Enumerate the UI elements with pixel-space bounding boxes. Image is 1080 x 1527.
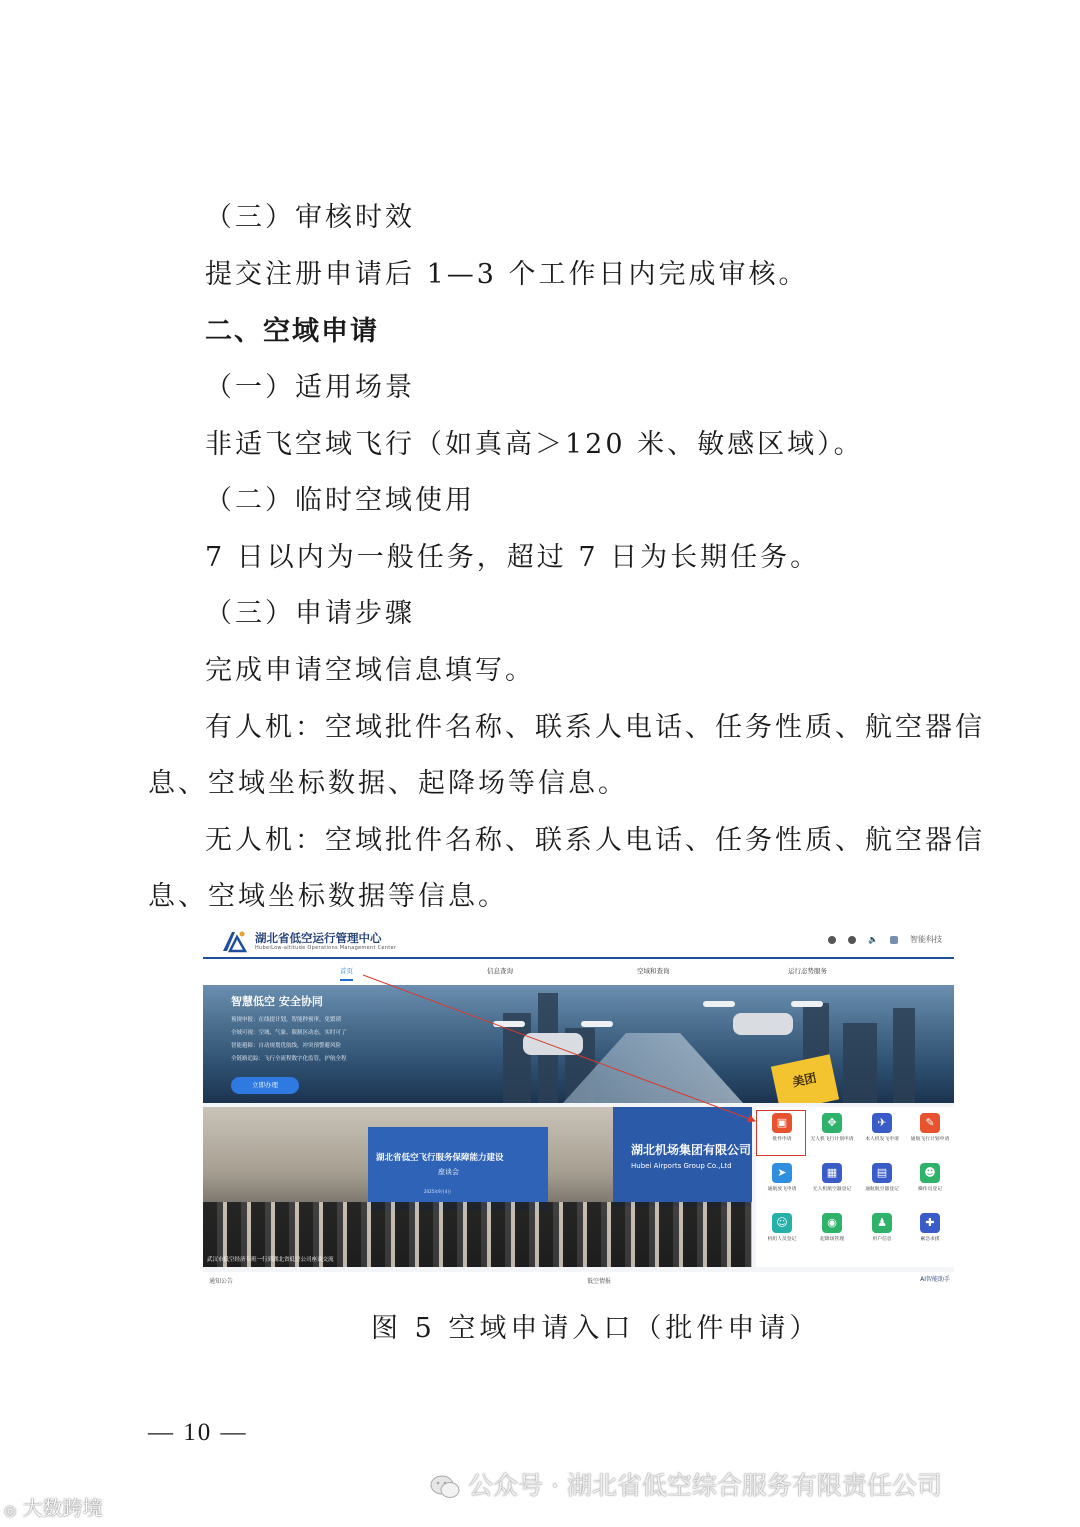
drone-image [703,995,823,1055]
paragraph-unmanned-1: 无人机：空域批件名称、联系人电话、任务性质、航空器信 [205,825,985,856]
drone-register-icon: ▦ [822,1163,842,1183]
operator-icon: ☻ [920,1163,940,1183]
emergency-icon: ✚ [920,1213,940,1233]
paragraph-review-time: 提交注册申请后 1—3 个工作日内完成审核。 [205,259,809,290]
section-heading-scenarios: （一）适用场景 [205,372,415,403]
screen-title: 湖北省低空飞行服务保障能力建设 [376,1153,504,1163]
send-icon: ➤ [772,1163,792,1183]
tile-label: 用户信息 [872,1237,892,1242]
document-grid-icon: ▣ [772,1113,792,1133]
tile-label: 无人机飞行计划申请 [810,1137,854,1142]
banner-bullet: 智能避障：自动规划优航线，冲突预警避风险 [231,1043,342,1049]
package-box: 美团 [771,1054,839,1103]
tile-crew-registration[interactable] [758,1213,806,1243]
id-card-icon: ▤ [872,1163,892,1183]
company-name: 湖北机场集团有限公司 [631,1143,752,1157]
figure-screenshot [203,925,954,1292]
user-icon: ♟ [872,1213,892,1233]
watermark-official-account [430,1466,942,1502]
tile-ga-aircraft-registration[interactable] [858,1163,906,1193]
apply-now-button[interactable]: 立即办理 [231,1077,299,1094]
section-heading-steps: （三）申请步骤 [205,598,415,629]
site-nav [203,957,954,987]
low-altitude-info-title[interactable]: 低空情报 [587,1278,612,1285]
tile-ga-flight-plan[interactable] [906,1113,954,1143]
chat-icon[interactable] [848,936,856,944]
drone-image [493,1015,613,1075]
landing-pad-icon: ◉ [822,1213,842,1233]
paragraph-steps: 完成申请空域信息填写。 [205,655,535,686]
user-name[interactable]: 智能科技 [910,935,942,944]
figure-caption: 图 5 空域申请入口（批件申请） [371,1313,821,1344]
tile-label: 通航航空器登记 [865,1187,899,1192]
nav-info-query[interactable]: 信息查询 [487,967,513,975]
tile-emergency[interactable] [906,1213,954,1243]
paragraph-scenarios: 非适飞空域飞行（如真高＞120 米、敏感区域）。 [205,429,864,460]
site-subtitle: HubeiLow-altitude Operations Management Center [255,945,397,951]
company-wall [613,1107,752,1207]
avatar[interactable] [890,936,898,944]
tile-label: 操作员登记 [918,1187,942,1192]
tile-ga-release[interactable] [758,1163,806,1193]
drone-icon: ✥ [822,1113,842,1133]
news-carousel[interactable] [203,1107,752,1267]
paragraph-manned-1: 有人机：空域批件名称、联系人电话、任务性质、航空器信 [205,712,985,743]
tile-label: 无人机航空器登记 [812,1187,852,1192]
brand-logo-icon: ◎ [4,1503,17,1519]
header-tools [828,934,942,945]
tile-drone-registration[interactable] [808,1163,856,1193]
meeting-screen [368,1127,548,1211]
notice-panel-title[interactable]: 通知公告 [209,1278,234,1285]
tile-user-info[interactable] [858,1213,906,1243]
banner-bullet: 全链路追踪：飞行全流程数字化监管，护航全程 [231,1056,347,1062]
building [893,1008,915,1103]
chapter-heading-airspace-application: 二、空域申请 [205,316,379,347]
site-header [203,925,954,957]
hero-banner [203,985,954,1103]
tile-label: 本人机发飞申请 [865,1137,899,1142]
ai-assistant-button[interactable]: AI智能助手 [920,1276,950,1283]
tile-label: 通航放飞申请 [767,1187,797,1192]
speaker-icon[interactable]: 🔈 [868,935,878,944]
watermark-brand [4,1492,103,1521]
crew-icon: ☺ [772,1213,792,1233]
banner-bullet: 预规申报：在线提计划，智能秒预审，免繁琐 [231,1017,342,1023]
wechat-icon [430,1475,460,1499]
tile-label: 机组人员登记 [767,1237,797,1242]
building [843,1023,877,1103]
paragraph-temporary-airspace: 7 日以内为一般任务，超过 7 日为长期任务。 [205,542,821,573]
nav-airspace-query[interactable]: 空域和查询 [637,967,670,975]
bottom-panels [203,1272,954,1292]
watermark-text: 公众号 · 湖北省低空综合服务有限责任公司 [468,1471,942,1500]
message-icon[interactable] [828,936,836,944]
section-heading-review-time: （三）审核时效 [205,202,415,233]
nav-home[interactable]: 首页 [340,966,353,981]
paragraph-unmanned-2: 息、空域坐标数据等信息。 [148,881,508,912]
tile-label: 紧急求援 [920,1237,940,1242]
tile-label: 批件申请 [772,1137,792,1142]
section-heading-temporary-airspace: （二）临时空域使用 [205,485,475,516]
site-title: 湖北省低空运行管理中心 [255,931,382,945]
nav-operation-service[interactable]: 运行态势服务 [788,967,827,975]
paragraph-manned-2: 息、空域坐标数据、起降场等信息。 [148,768,628,799]
tile-label: 起降场管理 [820,1237,844,1242]
logo-icon [221,929,247,953]
tile-label: 通航飞行计划申请 [910,1137,950,1142]
tile-aircraft-application[interactable] [858,1113,906,1143]
carousel-caption: 武汉市低空经济专班一行到湖北省低空公司座谈交流 [207,1257,334,1263]
banner-headline: 智慧低空 安全协同 [231,995,323,1008]
form-icon: ✎ [920,1113,940,1133]
tile-operator-registration[interactable] [906,1163,954,1193]
company-name-en: Hubei Airports Group Co.,Ltd [631,1162,732,1170]
tile-landing-site[interactable] [808,1213,856,1243]
page-number: — 10 — [148,1419,248,1446]
watermark-text: 大数跨境 [22,1496,103,1520]
airplane-icon: ✈ [872,1113,892,1133]
highlight-box [756,1110,806,1156]
screen-date: 2025年9月4日 [424,1189,452,1194]
banner-bullet: 全域可视：空域、气象、限制区动态，实时可了 [231,1030,347,1036]
tile-drone-flight-plan[interactable] [808,1113,856,1143]
screen-subtitle: 座谈会 [438,1168,459,1176]
